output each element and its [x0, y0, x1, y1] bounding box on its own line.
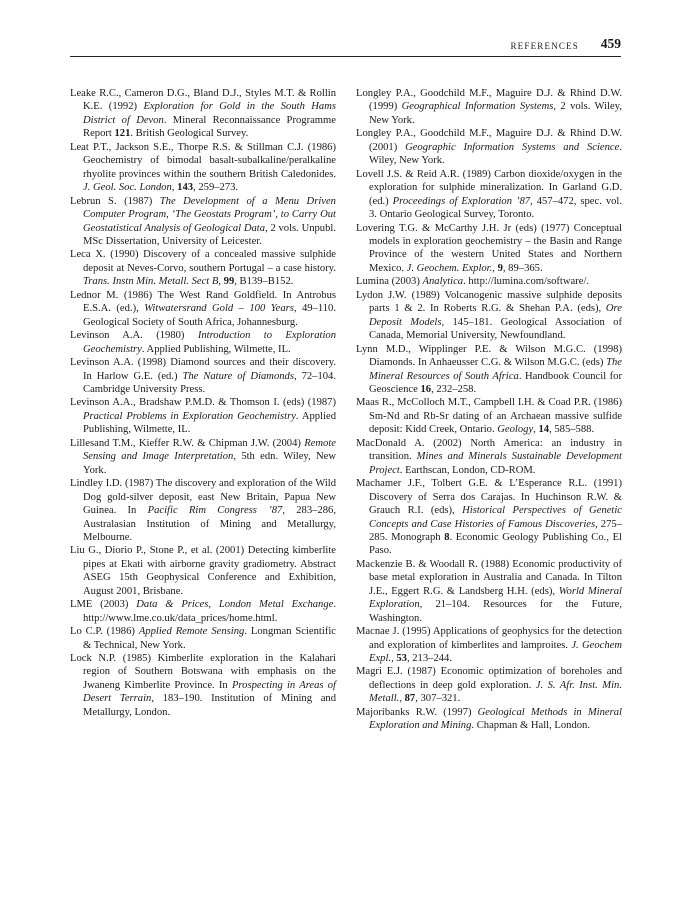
- reference-entry: Lillesand T.M., Kieffer R.W. & Chipman J.W. (2004) Remote Sensing and Image Interpretation, 5th edn. Wiley, New York.: [70, 437, 336, 476]
- reference-entry: Lo C.P. (1986) Applied Remote Sensing. Longman Scientific & Technical, New York.: [70, 626, 336, 651]
- reference-entry: Lebrun S. (1987) The Development of a Menu Driven Computer Program, ‘The Geostats Program’, to Carry Out Geostatistical Analysis of Geological Data, 2 vols. Unpubl. MSc Dissertation, University of Leicester.: [70, 195, 336, 247]
- reference-entry: Lynn M.D., Wipplinger P.E. & Wilson M.G.C. (1998) Diamonds. In Anhaeusser C.G. & Wilson M.G.C. (eds) The Mineral Resources of South Africa. Handbook Council for Geoscience 16, 232–258.: [356, 343, 622, 395]
- reference-entry: Maas R., McColloch M.T., Campbell I.H. & Coad P.R. (1986) Sm-Nd and Rb-Sr dating of an Archaean massive sulfide deposit: Kidd Creek, Ontario. Geology, 14, 585–588.: [356, 397, 622, 436]
- reference-entry: Magri E.J. (1987) Economic optimization of boreholes and deflections in deep gold exploration. J. S. Afr. Inst. Min. Metall., 87, 307–321.: [356, 666, 622, 705]
- running-header: [70, 36, 621, 57]
- reference-entry: Majoribanks R.W. (1997) Geological Methods in Mineral Exploration and Mining. Chapman & Hall, London.: [356, 706, 622, 732]
- reference-entry: Longley P.A., Goodchild M.F., Maguire D.J. & Rhind D.W. (1999) Geographical Information Systems, 2 vols. Wiley, New York.: [356, 88, 622, 126]
- page-number: 459: [600, 36, 621, 51]
- reference-entry: MacDonald A. (2002) North America: an industry in transition. Mines and Minerals Sustainable Development Project. Earthscan, London, CD-ROM.: [356, 437, 622, 476]
- reference-entry: Lydon J.W. (1989) Volcanogenic massive sulphide deposits parts 1 & 2. In Roberts R.G. & Shehan P.A. (eds), Ore Deposit Models, 145–181. Geological Association of Canada, Memorial University, Newfoundland.: [356, 289, 622, 342]
- reference-entry: Longley P.A., Goodchild M.F., Maguire D.J. & Rhind D.W. (2001) Geographic Information Systems and Science. Wiley, New York.: [356, 128, 622, 167]
- left-column: [70, 87, 336, 719]
- reference-entry: Lovering T.G. & McCarthy J.H. Jr (eds) (1977) Conceptual models in exploration geochemistry – the Basin and Range Province of the western United States and Northern Mexico. J. Geochem. Explor., 9, 89–365.: [356, 222, 622, 274]
- reference-entry: Lindley I.D. (1987) The discovery and exploration of the Wild Dog gold-silver deposit, east New Britain, Papua New Guinea. In Pacific Rim Congress ’87, 283–286, Australasian Institution of Mining and Metallurgy, Melbourne.: [70, 478, 336, 543]
- running-title: REFERENCES: [510, 41, 579, 51]
- reference-entry: Macnae J. (1995) Applications of geophysics for the detection and exploration of kimberlites and lamproites. J. Geochem Expl., 53, 213–244.: [356, 626, 622, 665]
- reference-entry: Levinson A.A. (1998) Diamond sources and their discovery. In Harlow G.E. (ed.) The Nature of Diamonds, 72–104. Cambridge University Press.: [70, 357, 336, 395]
- reference-entry: Liu G., Diorio P., Stone P., et al. (2001) Detecting kimberlite pipes at Ekati with airborne gravity gradiometry. Abstract ASEG 15th Geophysical Conference and Exhibition, August 2001, Brisbane.: [70, 545, 336, 597]
- reference-entry: Machamer J.F., Tolbert G.E. & L’Esperance R.L. (1991) Discovery of Serra dos Carajas. In Huchinson R.W. & Grauch R.I. (eds), Historical Perspectives of Genetic Concepts and Case Histories of Famous Discoveries, 275–285. Monograph 8. Economic Geology Publishing Co., El Paso.: [356, 478, 622, 557]
- reference-entry: Lumina (2003) Analytica. http://lumina.com/software/.: [356, 276, 590, 288]
- reference-entry: Levinson A.A. (1980) Introduction to Exploration Geochemistry. Applied Publishing, Wilmette, IL.: [70, 330, 336, 355]
- reference-entry: Leake R.C., Cameron D.G., Bland D.J., Styles M.T. & Rollin K.E. (1992) Exploration for Gold in the South Hams District of Devon. Mineral Reconnaissance Programme Report 121. British Geological Survey.: [70, 88, 336, 140]
- reference-entry: Lock N.P. (1985) Kimberlite exploration in the Kalahari region of Southern Botswana with emphasis on the Jwaneng Kimberlite Province. In Prospecting in Areas of Desert Terrain, 183–190. Institution of Mining and Metallurgy, London.: [70, 653, 337, 718]
- reference-entry: Levinson A.A., Bradshaw P.M.D. & Thomson I. (eds) (1987) Practical Problems in Exploration Geochemistry. Applied Publishing, Wilmette, IL.: [70, 397, 336, 436]
- reference-entry: LME (2003) Data & Prices, London Metal Exchange. http://www.lme.co.uk/data_prices/home.html.: [70, 599, 336, 624]
- reference-entry: Lednor M. (1986) The West Rand Goldfield. In Antrobus E.S.A. (ed.), Witwatersrand Gold – 100 Years, 49–110. Geological Society of South Africa, Johannesburg.: [70, 289, 336, 328]
- reference-entry: Leca X. (1990) Discovery of a concealed massive sulphide deposit at Neves-Corvo, southern Portugal – a case history. Trans. Instn Min. Metall. Sect B, 99, B139–B152.: [70, 249, 336, 288]
- right-column: [356, 87, 622, 733]
- reference-entry: Lovell J.S. & Reid A.R. (1989) Carbon dioxide/oxygen in the exploration for sulphide mineralization. In Garland G.D. (ed.) Proceedings of Exploration ’87, 457–472, spec. vol. 3. Ontario Geological Survey, Toronto.: [356, 168, 623, 221]
- reference-entry: Mackenzie B. & Woodall R. (1988) Economic productivity of base metal exploration in Australia and Canada. In Tilton J.E., Eggert R.G. & Landsberg H.H. (eds), World Mineral Exploration, 21–104. Resources for the Future, Washington.: [356, 558, 623, 624]
- reference-entry: Leat P.T., Jackson S.E., Thorpe R.S. & Stillman C.J. (1986) Geochemistry of bimodal basalt-subalkaline/peralkaline rhyolite provinces within the southern British Caledonides. J. Geol. Soc. London, 143, 259–273.: [70, 141, 336, 194]
